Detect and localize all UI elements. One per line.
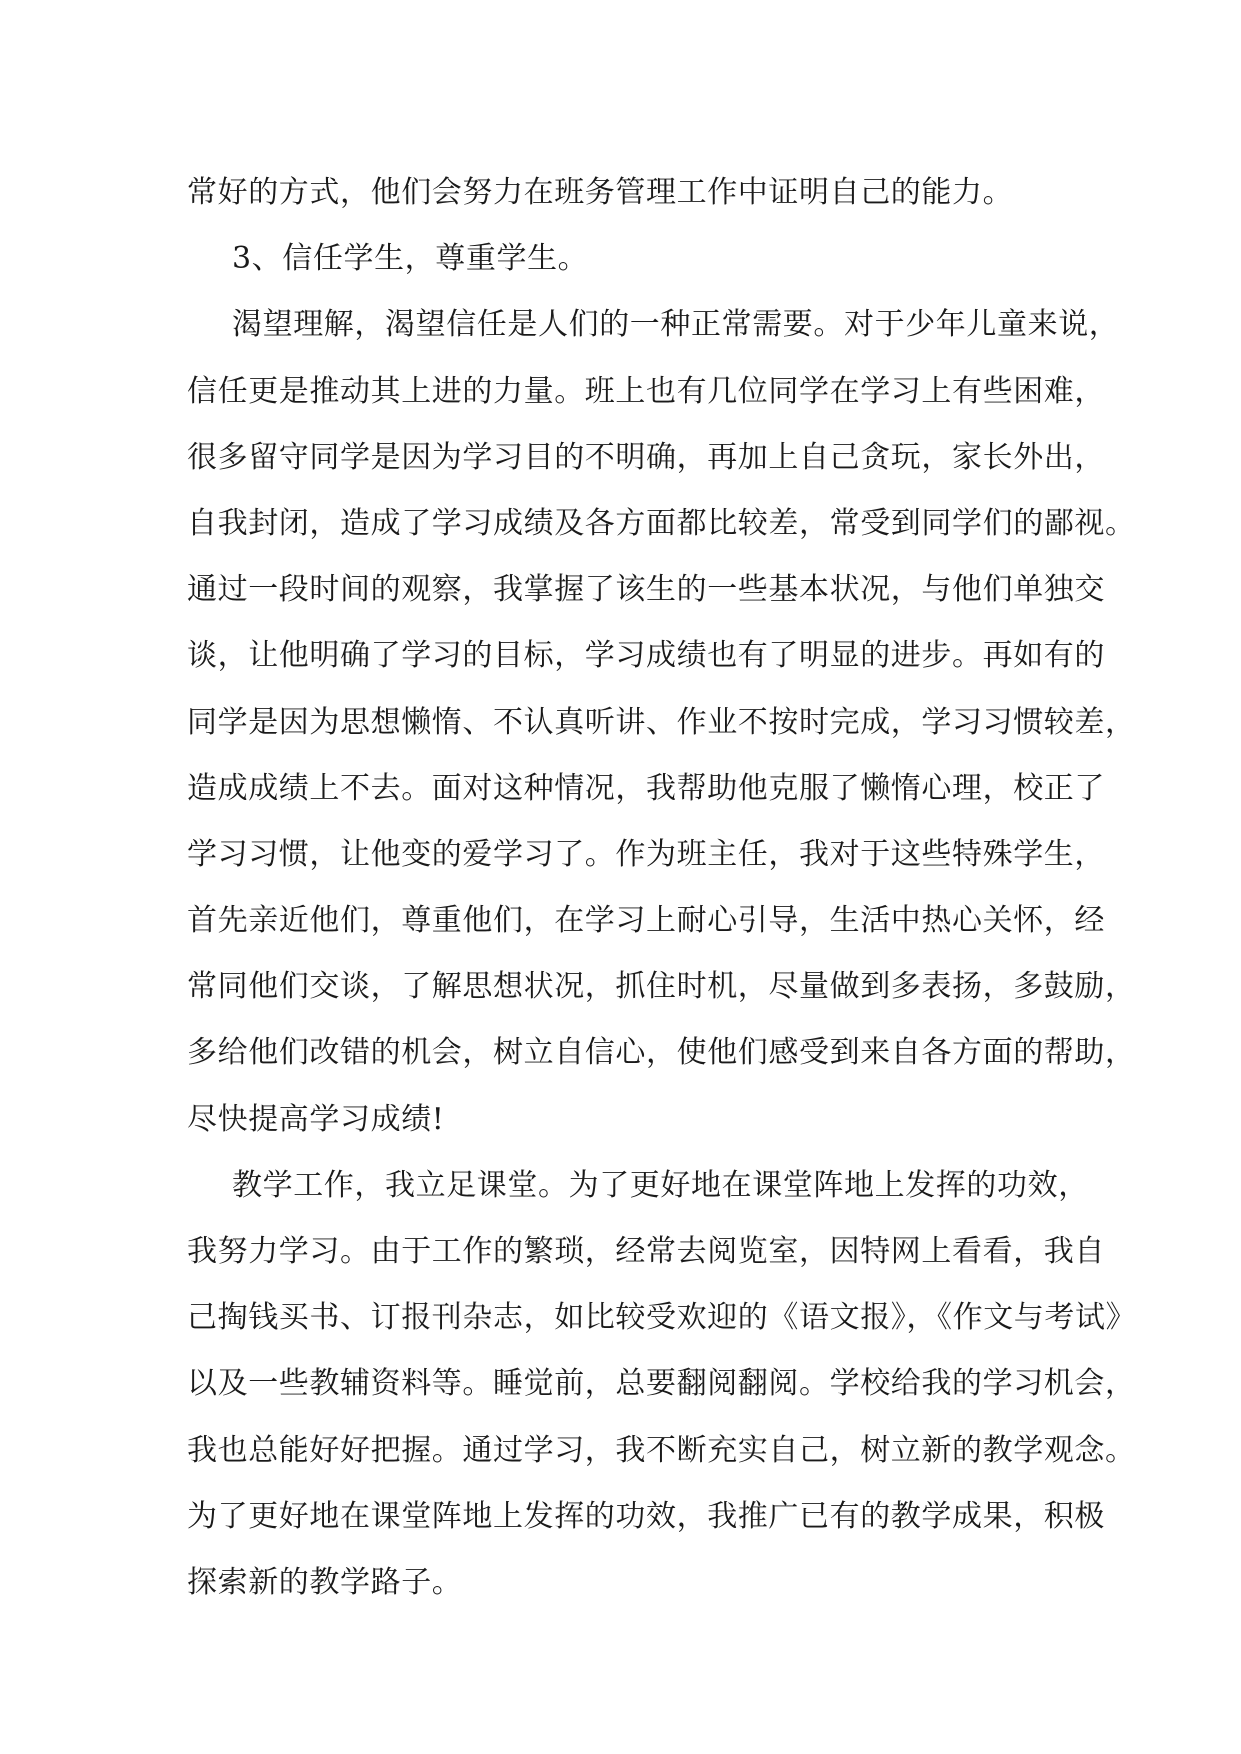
text-line: 我也总能好好把握。通过学习，我不断充实自己，树立新的教学观念。 xyxy=(187,1432,1136,1468)
text-line: 尽快提高学习成绩! xyxy=(187,1101,445,1137)
document-body xyxy=(187,160,1137,1616)
text-line: 以及一些教辅资料等。睡觉前，总要翻阅翻阅。学校给我的学习机会， xyxy=(187,1366,1136,1402)
text-line: 常同他们交谈，了解思想状况，抓住时机，尽量做到多表扬，多鼓励， xyxy=(187,969,1136,1005)
text-line: 同学是因为思想懒惰、不认真听讲、作业不按时完成，学习习惯较差， xyxy=(187,704,1136,740)
text-line: 谈，让他明确了学习的目标，学习成绩也有了明显的进步。再如有的 xyxy=(187,638,1105,674)
text-line: 渴望理解，渴望信任是人们的一种正常需要。对于少年儿童来说， xyxy=(232,307,1120,343)
text-line: 学习习惯，让他变的爱学习了。作为班主任，我对于这些特殊学生， xyxy=(187,836,1105,872)
text-line: 常好的方式，他们会努力在班务管理工作中证明自己的能力。 xyxy=(187,175,1014,210)
text-line: 己掏钱买书、订报刊杂志，如比较受欢迎的《语文报》，《作文与考试》 xyxy=(187,1300,1137,1336)
text-line: 我努力学习。由于工作的繁琐，经常去阅览室，因特网上看看，我自 xyxy=(187,1234,1105,1269)
text-line: 信任更是推动其上进的力量。班上也有几位同学在学习上有些困难， xyxy=(187,373,1105,409)
section-heading: 3、信任学生，尊重学生。 xyxy=(232,241,589,277)
text-line: 教学工作，我立足课堂。为了更好地在课堂阵地上发挥的功效， xyxy=(232,1167,1089,1203)
text-line: 探索新的教学路子。 xyxy=(187,1564,463,1600)
text-line: 自我封闭，造成了学习成绩及各方面都比较差，常受到同学们的鄙视。 xyxy=(187,505,1136,541)
text-line: 造成成绩上不去。面对这种情况，我帮助他克服了懒惰心理，校正了 xyxy=(187,770,1105,806)
text-line: 首先亲近他们，尊重他们，在学习上耐心引导，生活中热心关怀，经 xyxy=(187,903,1105,939)
text-line: 为了更好地在课堂阵地上发挥的功效，我推广已有的教学成果，积极 xyxy=(187,1498,1105,1534)
text-line: 多给他们改错的机会，树立自信心，使他们感受到来自各方面的帮助， xyxy=(187,1035,1136,1071)
text-line: 通过一段时间的观察，我掌握了该生的一些基本状况，与他们单独交 xyxy=(187,572,1105,608)
text-line: 很多留守同学是因为学习目的不明确，再加上自己贪玩，家长外出， xyxy=(187,439,1105,475)
